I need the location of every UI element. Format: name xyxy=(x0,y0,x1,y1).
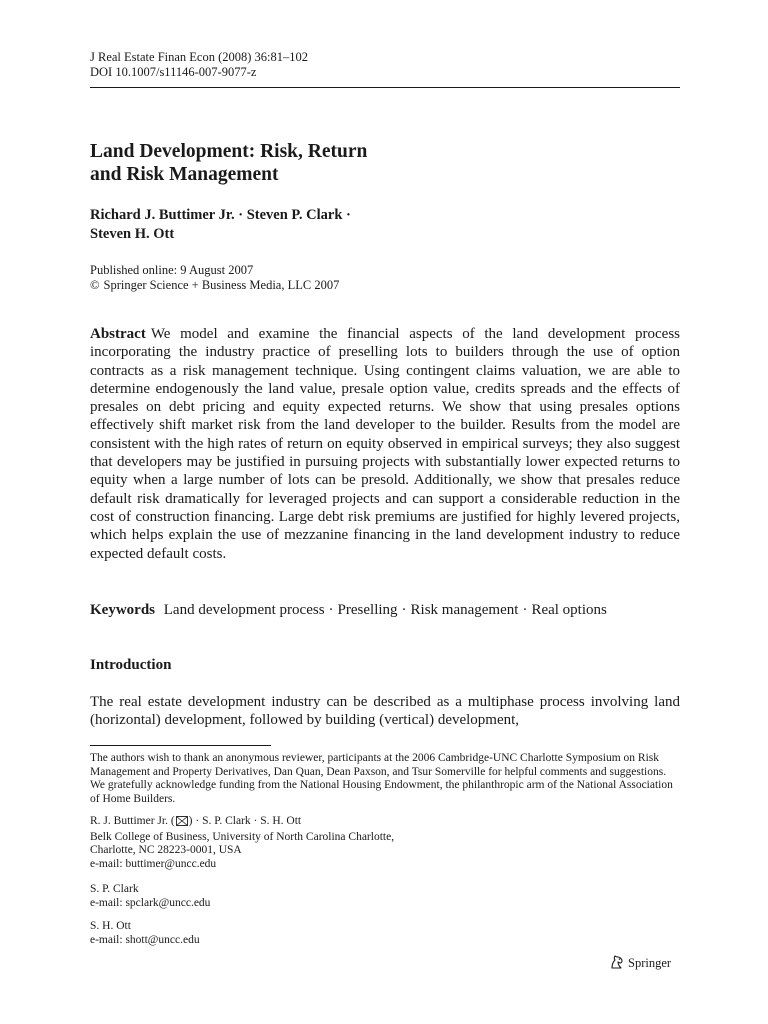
journal-citation: J Real Estate Finan Econ (2008) 36:81–102 xyxy=(90,50,309,64)
article-page xyxy=(90,0,680,1024)
article-title xyxy=(90,140,367,186)
header-rule xyxy=(90,87,680,88)
affiliation-name: S. H. Ott xyxy=(90,920,131,932)
keywords xyxy=(90,601,680,619)
author-email[interactable]: e-mail: shott@uncc.edu xyxy=(90,933,200,946)
affiliation-address: Charlotte, NC 28223-0001, USA xyxy=(90,844,242,857)
keyword-separator: · xyxy=(328,602,334,618)
affiliation-block xyxy=(90,920,200,947)
journal-header xyxy=(90,50,308,80)
affiliation-name: S. P. Clark xyxy=(90,883,139,895)
author-name: Richard J. Buttimer Jr. xyxy=(90,207,235,223)
correspondence-authors xyxy=(90,815,394,831)
abstract xyxy=(90,325,680,563)
affiliation-name: R. J. Buttimer Jr. ( xyxy=(90,815,175,827)
author-email[interactable]: e-mail: buttimer@uncc.edu xyxy=(90,857,217,870)
copyright-icon: © xyxy=(90,278,100,292)
keyword: Real options xyxy=(531,602,607,618)
doi[interactable]: DOI 10.1007/s11146-007-9077-z xyxy=(90,65,257,79)
author-email[interactable]: e-mail: spclark@uncc.edu xyxy=(90,896,211,909)
affiliation-institution: Belk College of Business, University of North Carolina Charlotte, xyxy=(90,830,395,843)
footnote-rule xyxy=(90,745,271,746)
keyword: Risk management xyxy=(410,602,519,618)
abstract-text: We model and examine the financial aspects of the land development process incorporating the industry practice of preselling lots to builders through the use of option contracts as a risk management technique. Using contingent claims valuation, we are able to determine endogenously the land value, presale option value, credits spreads and the effects of presales on debt pricing and equity expected returns. We show that using presales options effectively shift market risk from the land developer to the builder. Results from the model are consistent with the high rates of return on equity observed in empirical surveys; they also suggest that developers may be justified in pursuing projects with substantially lower expected returns to equity when a large number of lots can be presold. Additionally, we show that presales reduce default risk dramatically for leveraged projects and can support a considerable reduction in the cost of construction financing. Large debt risk premiums are justified for highly levered projects, which helps explain the use of mezzanine financing in the land development industry to reduce expected default costs. xyxy=(90,326,680,562)
publisher-logo xyxy=(609,954,671,971)
acknowledgment-footnote: The authors wish to thank an anonymous reviewer, participants at the 2006 Cambridge-UNC Charlotte Symposium on Risk Management and Property Derivatives, Dan Quan, Dean Paxson, and Tsur Somerville for helpful comments and suggestions. We gratefully acknowledge funding from the National Housing Endowment, the philanthropic arm of the National Association of Home Builders. xyxy=(90,752,673,805)
title-line-2: and Risk Management xyxy=(90,164,279,185)
copyright-text: Springer Science + Business Media, LLC 2007 xyxy=(103,278,340,292)
keywords-label: Keywords xyxy=(90,602,155,618)
affiliation-block xyxy=(90,815,394,871)
springer-horse-icon xyxy=(609,954,625,970)
section-heading-introduction: Introduction xyxy=(90,657,172,673)
introduction-paragraph: The real estate development industry can be described as a multiphase process involving land (horizontal) development, followed by building (vertical) development, xyxy=(90,694,680,729)
author-list xyxy=(90,206,351,244)
publisher-name: Springer xyxy=(628,956,672,970)
abstract-label: Abstract xyxy=(90,326,146,342)
keyword-separator: · xyxy=(401,602,407,618)
publication-info xyxy=(90,263,339,293)
author-name: Steven P. Clark xyxy=(246,207,343,223)
affiliation-block xyxy=(90,883,210,910)
keyword-separator: · xyxy=(522,602,528,618)
affiliation-name: ) · S. P. Clark · S. H. Ott xyxy=(188,815,302,827)
author-separator: · xyxy=(238,207,244,223)
keyword: Land development process xyxy=(163,602,325,618)
copyright-line xyxy=(90,278,339,293)
author-name: Steven H. Ott xyxy=(90,226,175,242)
author-separator: · xyxy=(346,207,351,223)
title-line-1: Land Development: Risk, Return xyxy=(90,141,368,162)
published-online: Published online: 9 August 2007 xyxy=(90,263,254,277)
keyword: Preselling xyxy=(337,602,398,618)
envelope-icon[interactable] xyxy=(176,816,188,831)
